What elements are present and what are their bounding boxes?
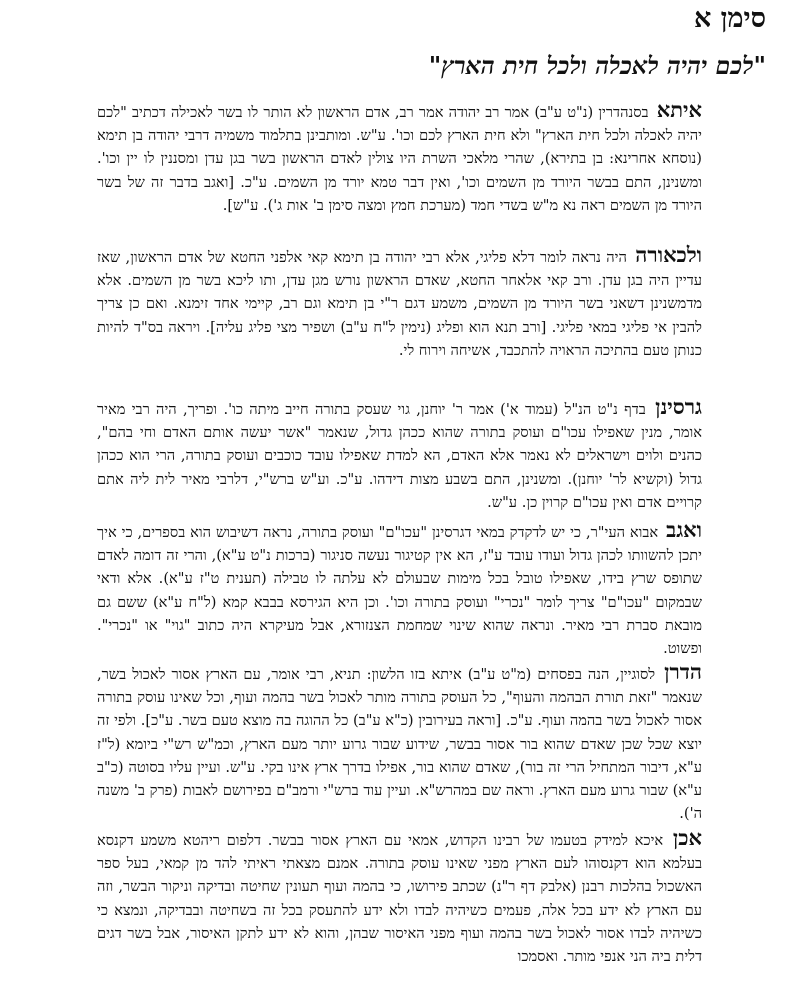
paragraph-text: אבוא העי"ר, כי יש לדקדק במאי דגרסינן "עכו"ם" ועוסק בתורה, נראה דשיבוש הוא בספרים, כי איך יתכן להשוותו לכהן גדול ועודו עובד ע"ז, הא אין קטיגור נעשה סניגור (ברכות נ"ט ע"א), והרי זה דומה לאדם שתופס שרץ בידו, שאפילו טובל בכל מימות שבעולם לא עלתה לו טבילה (תענית ט"ז ע"א). אלא ודאי שבמקום "עכו"ם" צריך לומר "נכרי" ועוסק בתורה וכו'. וכן היא הגירסא בבבא קמא (ל"ח ע"א) ששם גם מובאת סברת רבי מאיר. ונראה שהוא שינוי שמחמת הצנזורא, אבל מעיקרא היה כתוב "גוי" או "נכרי". ופשוט. xyxy=(97,524,702,658)
paragraph-lead-word: ואגב xyxy=(666,517,703,542)
paragraph-lead-word: הדרן xyxy=(664,659,702,684)
paragraph-achen xyxy=(97,826,702,968)
paragraph-text: בסנהדרין (נ"ט ע"ב) אמר רב יהודה אמר רב, אדם הראשון לא הותר לו בשר לאכילה דכתיב "לכם יהיה לאכלה ולכל חית הארץ" ולא חית הארץ לכם וכו'. ע"ש. ומותבינן בתלמוד משמיה דרבי יהודה בן תימא (נוסחא אחרינא: בן בתירא), שהרי מלאכי השרת היו צולין לאדם הראשון בשר בגן עדן ומסננין לו יין וכו'. ומשנינן, התם בבשר היורד מן השמים וכו', ואין דבר טמא יורד מן השמים. ע"כ. [ואגב בדבר זה של בשר היורד מן השמים ראה נא מ"ש בשדי חמד (מערכת חמץ ומצה סימן ב' אות ג'). ע"ש]. xyxy=(97,104,702,214)
paragraph-lead-word: איתא xyxy=(656,97,703,122)
paragraph-veagav xyxy=(97,518,702,660)
paragraph-text: בדף נ"ט הנ"ל (עמוד א') אמר ר' יוחנן, גוי שעסק בתורה חייב מיתה כו'. ופריך, היה רבי מאיר אומר, מנין שאפילו עכו"ם ועוסק בתורה שהוא ככהן גדול, שנאמר "אשר יעשה אותם האדם וחי בהם", כהנים ולוים וישראלים לא נאמר אלא האדם, הא למדת שאפילו עובד כוכבים ועוסק בתורה, הרי הוא ככהן גדול (וקשיא לר' יוחנן). ומשנינן, התם בשבע מצות דידהו. ע"כ. וע"ש ברש"י, דלרבי מאיר לית ליה אתם קרויים אדם ואין עכו"ם קרוין כן. ע"ש. xyxy=(97,401,702,511)
page-subtitle: "לכם יהיה לאכלה ולכל חית הארץ" xyxy=(428,51,766,80)
paragraph-hadran xyxy=(97,660,702,825)
paragraph-ulechaora xyxy=(97,243,702,362)
siman-title: סימן א xyxy=(693,3,766,34)
paragraph-lead-word: אכן xyxy=(672,825,702,850)
paragraph-lead-word: ולכאורה xyxy=(635,242,703,267)
paragraph-itah xyxy=(97,98,702,217)
paragraph-text: לסוגיין, הנה בפסחים (מ"ט ע"ב) איתא בזו הלשון: תניא, רבי אומר, עם הארץ אסור לאכול בשר, שנאמר "זאת תורת הבהמה והעוף", כל העוסק בתורה מותר לאכול בשר בהמה ועוף, וכל שאינו עוסק בתורה אסור לאכול בשר בהמה ועוף. ע"כ. [וראה בעירובין (כ"א ע"ב) כל ההוגה בה מוצא טעם בשר. ע"כ]. ולפי זה יוצא שכל שכן שאדם שהוא בור אסור בבשר, שידוע שבור גרוע יותר מעם הארץ, וכמ"ש רש"י ביומא (ל"ז ע"א, דיבור המתחיל הרי זה בור), שאדם שהוא בור, אפילו בדרך ארץ אינו בקי. ע"ש. ועיין עליו בסוטה (כ"ב ע"א) שבור גרוע מעם הארץ. וראה שם במהרש"א. ועיין עוד ברש"י ורמב"ם בפירושם לאבות (פרק ב' משנה ה'). xyxy=(97,666,702,823)
paragraph-text: היה נראה לומר דלא פליגי, אלא רבי יהודה בן תימא קאי אלפני החטא של אדם הראשון, שאז עדיין היה בגן עדן. ורב קאי אלאחר החטא, שאדם הראשון נורש מגן עדן, ותו ליכא בשר מן השמים. אלא מדמשנינן דשאני בשר היורד מן השמים, משמע דגם ר"י בן תימא וגם רב, קיימי אחד זימנא. ואם כן צריך להבין אי פליגי במאי פליגי. [ורב תנא הוא ופליג (נימין ל"ח ע"ב) ושפיר מצי פליג עליה]. ויראה בס"ד להיות כנותן טעם בהתיכה הראויה להתכבד, אשיחה וירוח לי. xyxy=(97,249,702,359)
paragraph-lead-word: גרסינן xyxy=(655,394,702,419)
paragraph-garsinan xyxy=(97,395,702,514)
paragraph-text: איכא למידק בטעמו של רבינו הקדוש, אמאי עם הארץ אסור בבשר. דלפום ריהטא משמע דקנסא בעלמא הוא דקנסוהו לעם הארץ מפני שאינו עוסק בתורה. אמנם מצאתי ראיתי להד מן קמאי, בעל ספר האשכול בהלכות רבנן (אלבק דף ר"נ) שכתב פירושו, כי בהמה ועוף תעונין שחיטה ובדיקה וניקור הבשר, וזה עם הארץ לא ידע בכל אלה, פעמים כשיהיה לבדו ולא ידע להתעסק בכל זה בשחיטה ובבדיקה, ונמצא כי כשיהיה לבדו אסור לאכול בשר בהמה ועוף מפני האיסור שבהן, והוא לא ידע לתקן האיסור, אבל בשר דגים דלית ביה הני אנפי מותר. ואסמכו xyxy=(97,832,702,966)
